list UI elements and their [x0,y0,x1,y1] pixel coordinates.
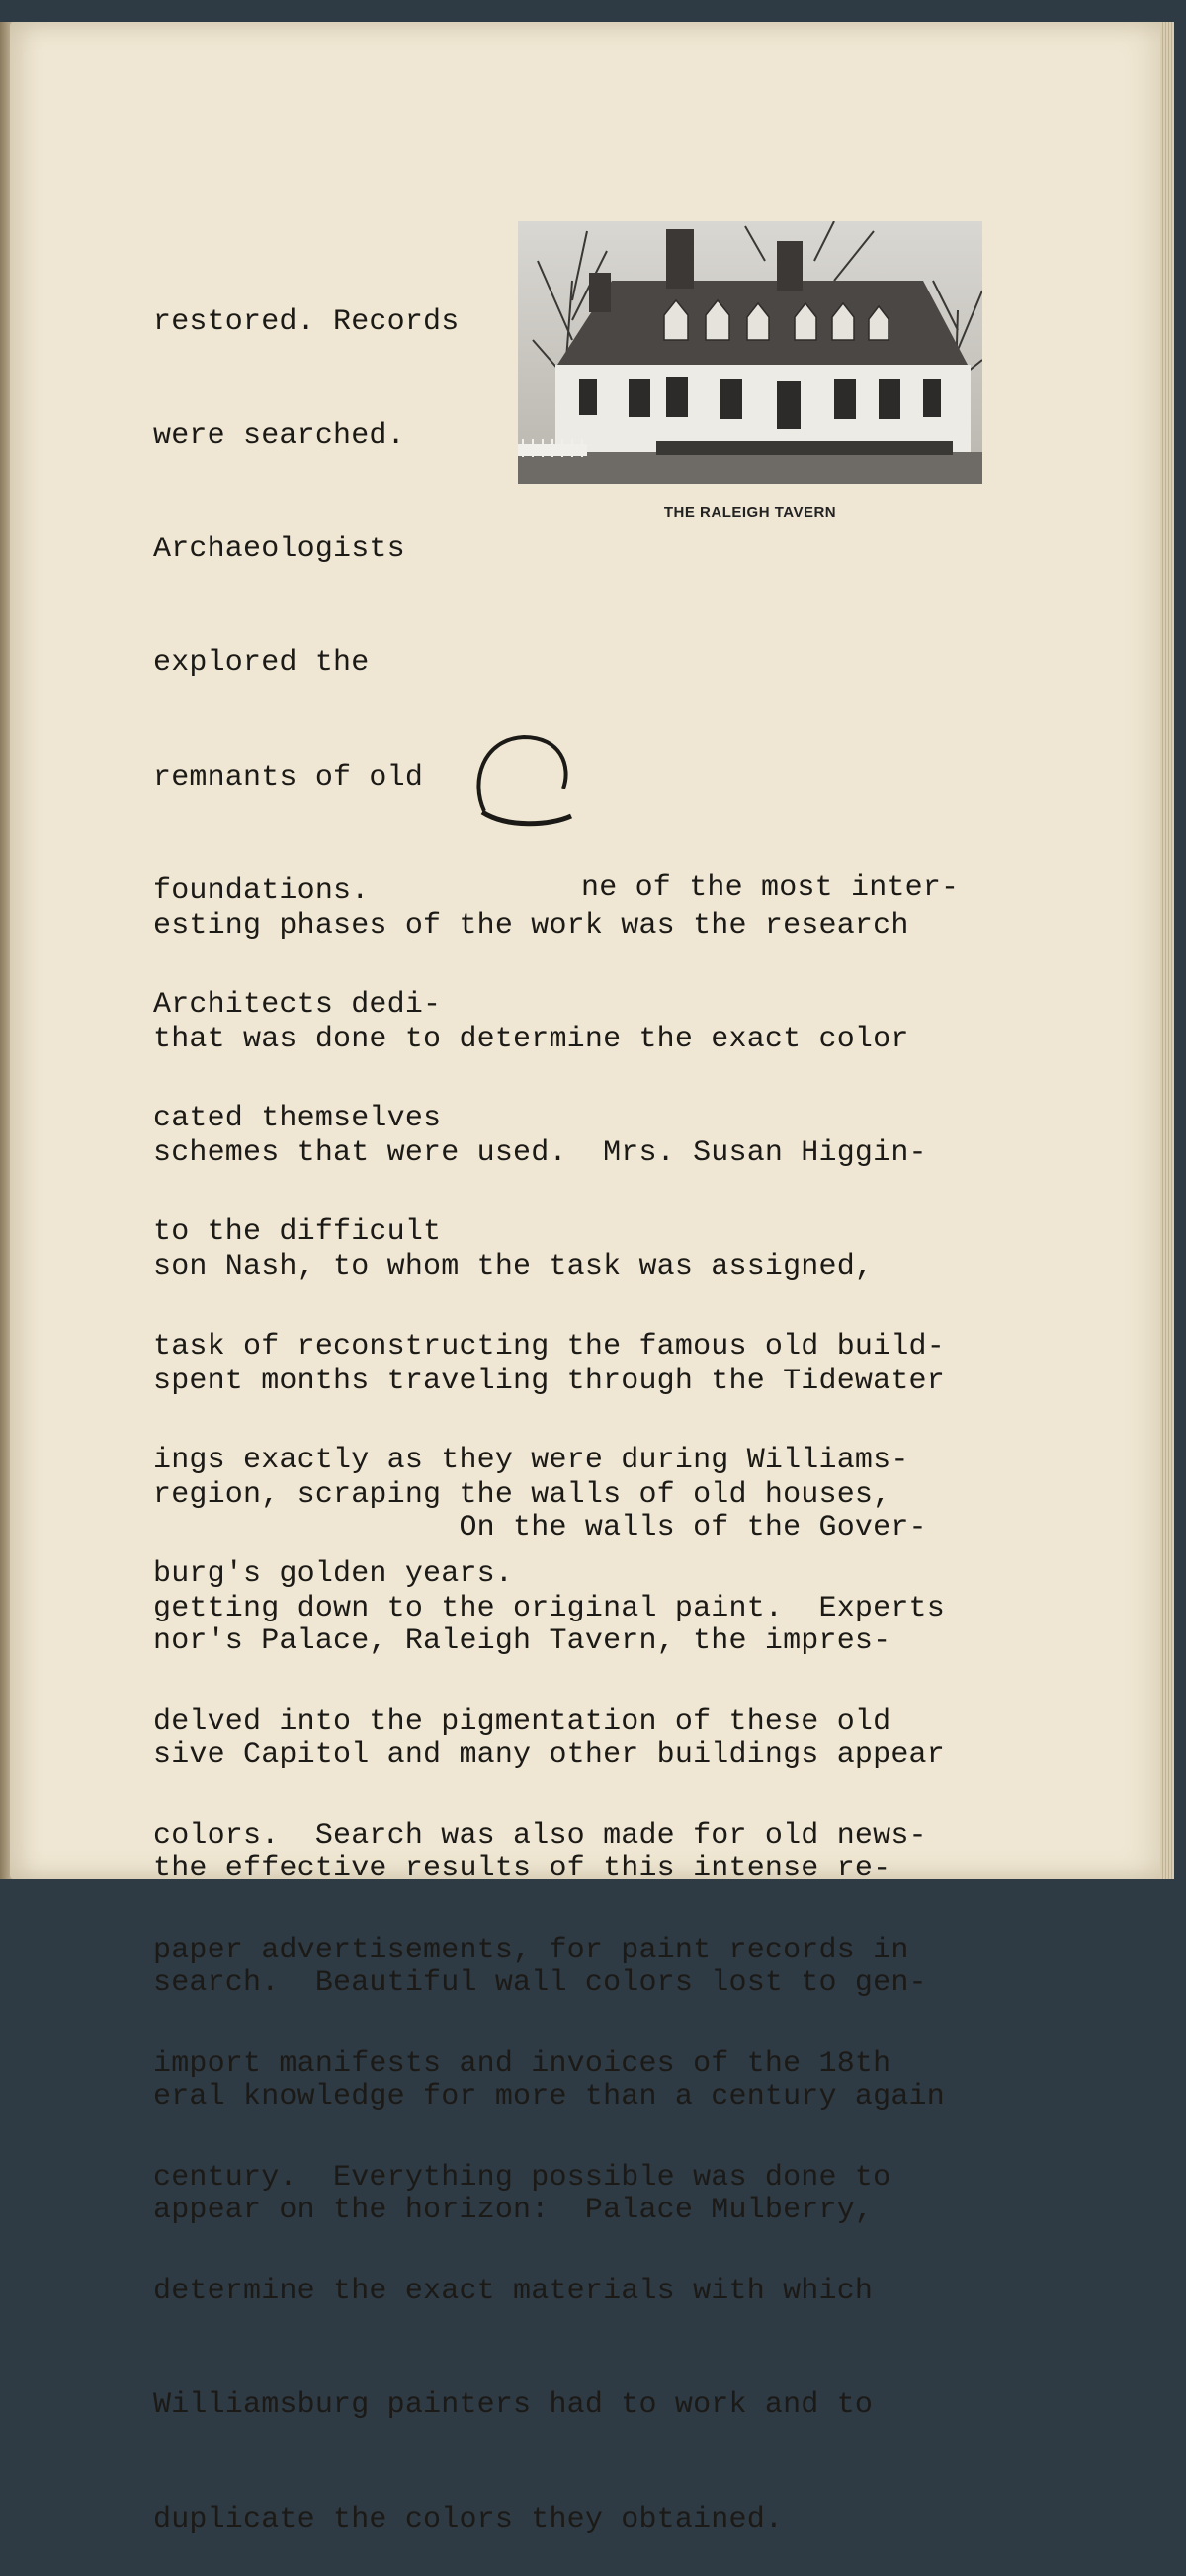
text-line: import manifests and invoices of the 18th [153,2046,891,2081]
text-line: eral knowledge for more than a century again [153,2079,945,2114]
text-line: region, scraping the walls of old houses, [153,1477,891,1512]
text-line: century. Everything possible was done to [153,2161,891,2196]
text-line: foundations. [153,873,370,908]
text-line: duplicate the colors they obtained. [153,2502,784,2536]
text-line: remnants of old [153,760,424,794]
text-line: spent months traveling through the Tidewater [153,1364,945,1398]
text-line: restored. Records [153,304,460,339]
text-line: nor's Palace, Raleigh Tavern, the impres- [153,1624,891,1659]
raleigh-tavern-photo [518,221,982,484]
text-line: task of reconstructing the famous old build- [153,1329,945,1364]
page-edge [1160,22,1174,1879]
text-line: ne of the most inter- [581,871,960,905]
photo-caption: THE RALEIGH TAVERN [663,504,837,521]
text-line: getting down to the original paint. Experts [153,1592,945,1626]
text-line: ings exactly as they were during Williams- [153,1443,909,1477]
text-line: appear on the horizon: Palace Mulberry, [153,2194,874,2228]
text-line: cated themselves [153,1102,442,1136]
text-line: that was done to determine the exact color [153,1023,909,1057]
text-line: On the walls of the Gover- [153,1510,927,1544]
text-line: colors. Search was also made for old news- [153,1819,927,1854]
text-line: son Nash, to whom the task was assigned, [153,1250,874,1285]
text-line: paper advertisements, for paint records in [153,1933,909,1967]
text-line: Archaeologists [153,533,405,567]
drop-cap-o-icon [472,727,575,830]
text-line: Williamsburg painters had to work and to [153,2388,874,2423]
text-line: sive Capitol and many other buildings appear [153,1738,945,1773]
text-line: schemes that were used. Mrs. Susan Higgin- [153,1136,927,1171]
text-line: were searched. [153,419,405,454]
paragraph-3 [153,1433,945,2268]
text-line: burg's golden years. [153,1557,514,1592]
text-line: delved into the pigmentation of these old [153,1705,891,1740]
text-line: determine the exact materials with which [153,2275,874,2309]
text-line: Architects dedi- [153,988,442,1023]
text-line: esting phases of the work was the research [153,908,909,943]
text-line: explored the [153,646,370,681]
text-line: to the difficult [153,1215,442,1250]
text-line: search. Beautiful wall colors lost to gen- [153,1965,927,2000]
text-line: the effective results of this intense re- [153,1852,891,1886]
